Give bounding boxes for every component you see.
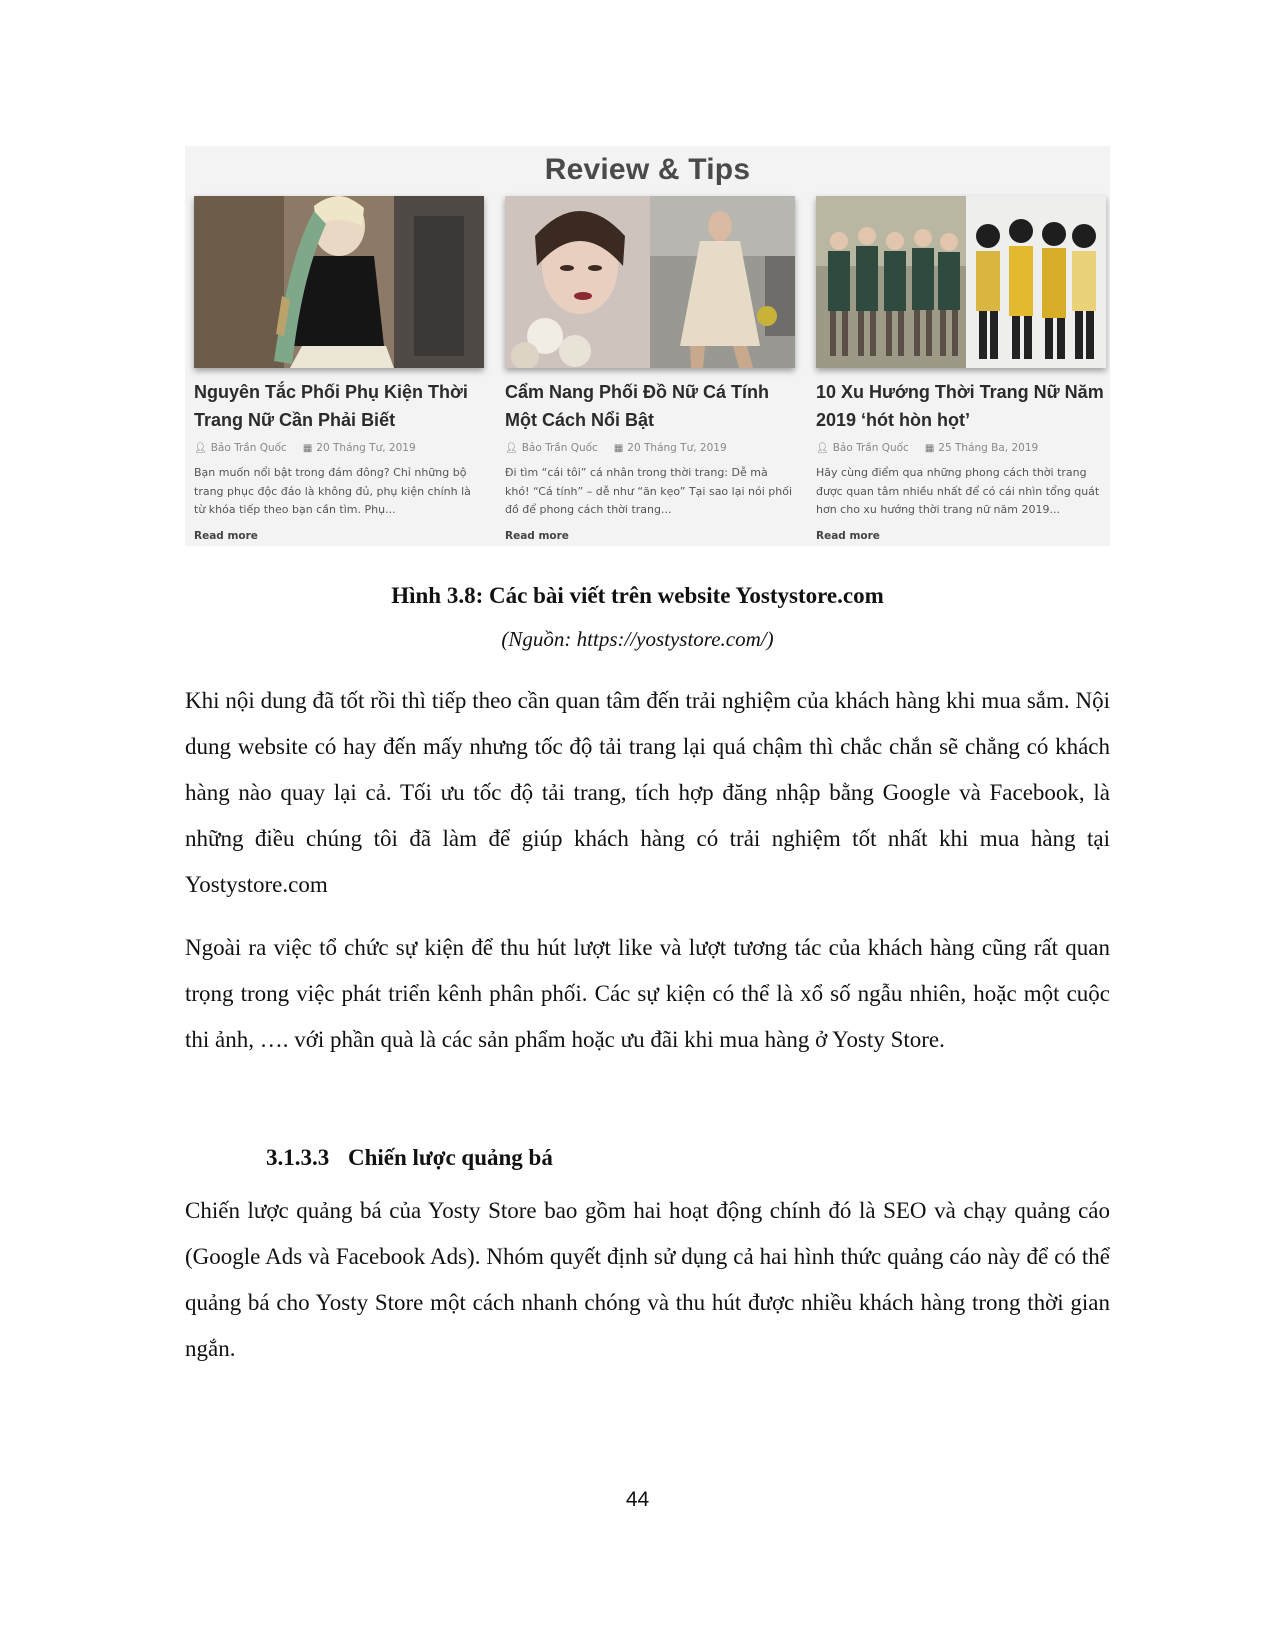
body-paragraph: Khi nội dung đã tốt rồi thì tiếp theo cần quan tâm đến trải nghiệm của khách hàng khi mua sắm. Nội dung website có hay đến mấy nhưng tốc độ tải trang lại quá chậm thì chắc chắn sẽ chẳng có khách hàng nào quay lại cả. Tối ưu tốc độ tải trang, tích hợp đăng nhập bằng Google và Facebook, là những điều chúng tôi đã làm để giúp khách hàng có trải nghiệm tốt nhất khi mua hàng tại Yostystore.com <box>185 688 1110 897</box>
post-meta <box>505 442 795 454</box>
body-paragraph: Ngoài ra việc tổ chức sự kiện để thu hút lượt like và lượt tương tác của khách hàng cũng rất quan trọng trong việc phát triển kênh phân phối. Các sự kiện có thể là xổ số ngẫu nhiên, hoặc một cuộc thi ảnh, …. với phần quà là các sản phẩm hoặc ưu đãi khi mua hàng ở Yosty Store. <box>185 935 1110 1052</box>
post-author[interactable]: Bảo Trần Quốc <box>521 442 598 454</box>
calendar-icon: ▦ <box>302 442 313 454</box>
section-heading <box>266 1143 553 1173</box>
section-number: 3.1.3.3 <box>266 1145 330 1170</box>
post-date: 25 Tháng Ba, 2019 <box>938 442 1039 454</box>
website-screenshot <box>185 146 1110 546</box>
post-title[interactable]: 10 Xu Hướng Thời Trang Nữ Năm 2019 ‘hót hòn họt’ <box>816 382 1104 430</box>
post-excerpt: Bạn muốn nổi bật trong đám đông? Chỉ những bộ trang phục độc đáo là không đủ, phụ kiện chính là từ khóa tiếp theo bạn cần tìm. Phụ... <box>194 466 471 516</box>
section-heading-title: Chiến lược quảng bá <box>348 1145 553 1170</box>
post-thumbnail[interactable] <box>194 196 484 368</box>
blog-post-card[interactable] <box>816 196 1106 541</box>
page-number: 44 <box>625 1488 650 1511</box>
read-more-link[interactable]: Read more <box>194 530 258 542</box>
read-more-link[interactable]: Read more <box>816 530 880 542</box>
post-title[interactable]: Nguyên Tắc Phối Phụ Kiện Thời Trang Nữ Cần Phải Biết <box>194 382 468 430</box>
body-paragraph: Chiến lược quảng bá của Yosty Store bao gồm hai hoạt động chính đó là SEO và chạy quảng cáo (Google Ads và Facebook Ads). Nhóm quyết định sử dụng cả hai hình thức quảng cáo này để có thể quảng bá cho Yosty Store một cách nhanh chóng và thu hút được nhiều khách hàng trong thời gian ngắn. <box>185 1198 1110 1361</box>
figure-caption: Hình 3.8: Các bài viết trên website Yostystore.com <box>391 583 884 608</box>
section-title: Review & Tips <box>544 153 751 186</box>
post-excerpt: Hãy cùng điểm qua những phong cách thời trang được quan tâm nhiều nhất để có cái nhìn tổng quát hơn cho xu hướng thời trang nữ năm 2019... <box>816 466 1100 516</box>
post-author[interactable]: Bảo Trần Quốc <box>210 442 287 454</box>
figure-source: (Nguồn: https://yostystore.com/) <box>501 627 774 651</box>
user-icon: 👤︎ <box>505 442 518 454</box>
blog-post-card[interactable] <box>194 196 484 541</box>
post-title[interactable]: Cẩm Nang Phối Đồ Nữ Cá Tính Một Cách Nổi Bật <box>505 382 770 430</box>
post-meta <box>816 442 1106 454</box>
post-thumbnail[interactable] <box>505 196 795 368</box>
post-author[interactable]: Bảo Trần Quốc <box>832 442 909 454</box>
post-excerpt: Đi tìm “cái tôi” cá nhân trong thời trang: Dễ mà khó! “Cá tính” – dễ như “ăn kẹo” Tại sao lại nói phối đồ để phong cách thời trang... <box>505 466 792 516</box>
post-meta <box>194 442 484 454</box>
post-thumbnail[interactable] <box>816 196 1106 368</box>
blog-post-card[interactable] <box>505 196 795 541</box>
read-more-link[interactable]: Read more <box>505 530 569 542</box>
calendar-icon: ▦ <box>613 442 624 454</box>
post-date: 20 Tháng Tư, 2019 <box>627 442 727 454</box>
calendar-icon: ▦ <box>924 442 935 454</box>
post-date: 20 Tháng Tư, 2019 <box>316 442 416 454</box>
user-icon: 👤︎ <box>194 442 207 454</box>
user-icon: 👤︎ <box>816 442 829 454</box>
